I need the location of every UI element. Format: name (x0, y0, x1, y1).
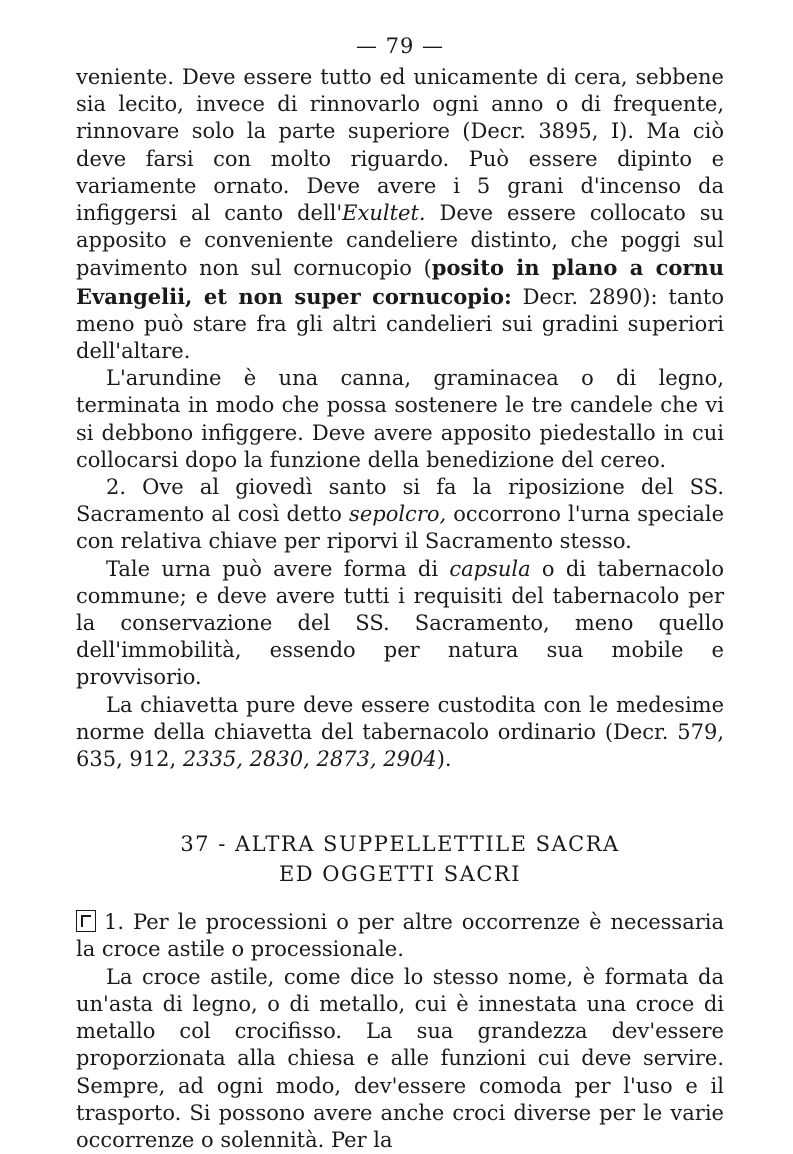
paragraph-chiavetta (76, 692, 724, 774)
paragraph-text: ). (436, 747, 452, 772)
paragraph-text: o di tabernacolo commune; e deve avere tutti i requisiti del tabernacolo per la conservazione del SS. Sacramento, meno quello dell'immobilità, essendo per natura sua mobile e provvisorio. (76, 556, 724, 690)
italic-sepolcro: sepolcro, (349, 502, 447, 527)
section-heading (76, 829, 724, 889)
paragraph-text: veniente. Deve essere tutto ed unicamente di cera, sebbene sia lecito, invece di rinnovarlo ogni anno o di frequente, rinnovare solo la parte superiore (Decr. 3895, I). Ma ciò deve farsi con molto riguardo. Può essere dipinto e variamente ornato. Deve avere i 5 grani d'incenso da infiggersi al canto dell' (76, 65, 724, 226)
paragraph-text: 2. Ove al giovedì santo si fa la riposizione del SS. Sacramento al così detto (76, 475, 724, 527)
bold-latin-quote: posito in plano a cornu Evangelii, et non super cornucopio: (76, 255, 724, 309)
paragraph-cero (76, 64, 724, 365)
italic-decree-numbers: 2335, 2830, 2873, 2904 (182, 747, 437, 772)
paragraph-text: La chiavetta pure deve essere custodita con le medesime norme della chiavetta del tabernacolo ordinario (Decr. 579, 635, 912, (76, 692, 724, 772)
margin-ornament-icon (76, 910, 96, 932)
paragraph-text: Deve essere collocato su apposito e conveniente candeliere distinto, che poggi sul pavimento non sul cornucopio ( (76, 201, 724, 281)
paragraph-text: Decr. 2890): tanto meno può stare fra gli altri candelieri sui gradini superiori dell'altare. (76, 284, 724, 364)
paragraph-arundine: L'arundine è una canna, graminacea o di legno, terminata in modo che possa sostenere le tre candele che vi si debbono infiggere. Deve avere apposito piedestallo in cui collocarsi dopo la funzione della benedizione del cereo. (76, 366, 724, 472)
paragraph-croce-processionale (76, 909, 724, 963)
document-page (76, 28, 724, 1154)
paragraph-text: Tale urna può avere forma di (106, 556, 450, 581)
section-heading-line2: ED OGGETTI SACRI (278, 862, 522, 887)
section-heading-line1: 37 - ALTRA SUPPELLETTILE SACRA (180, 832, 620, 857)
page-number: — 79 — (355, 34, 445, 58)
paragraph-text: occorrono l'urna speciale con relativa chiave per riporvi il Sacramento stesso. (76, 502, 725, 554)
paragraph-croce-astile: La croce astile, come dice lo stesso nome, è formata da un'asta di legno, o di metallo, cui è innestata una croce di metallo col crocifisso. La sua grandezza dev'essere proporzionata alla chiesa e alle funzioni cui deve servire. Sempre, ad ogni modo, dev'essere comoda per l'uso e il trasporto. Si possono avere anche croci diverse per le varie occorrenze o solennità. Per la (76, 964, 724, 1152)
italic-capsula: capsula (449, 556, 531, 581)
paragraph-urna (76, 556, 724, 692)
paragraph-text: 1. Per le processioni o per altre occorrenze è necessaria la croce astile o processionale. (76, 910, 724, 962)
italic-exultet: Exultet. (342, 201, 426, 226)
paragraph-sepolcro (76, 474, 724, 556)
